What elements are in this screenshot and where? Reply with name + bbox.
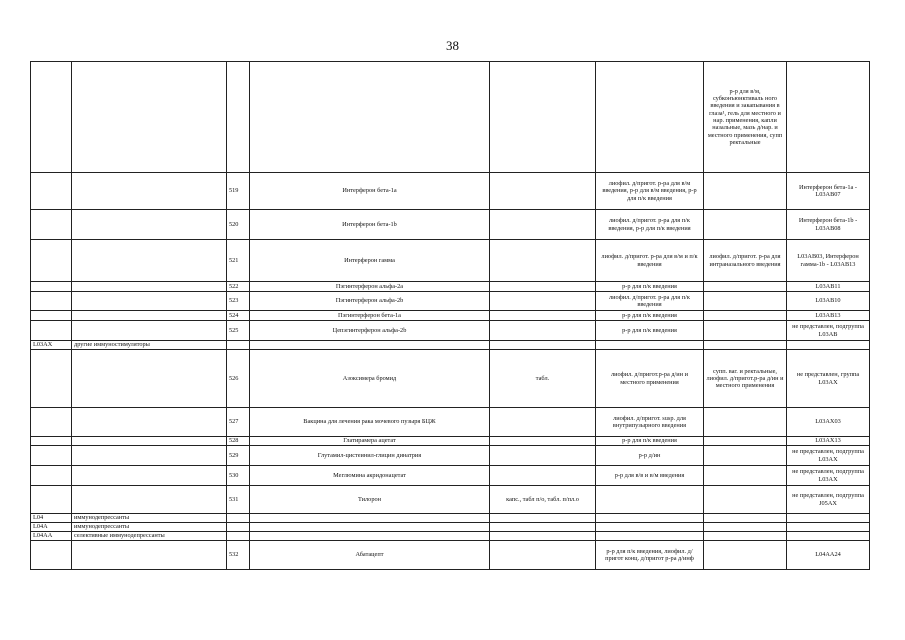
row-number-cell: 524: [227, 311, 250, 321]
table-row: [31, 437, 870, 446]
group-name-cell: иммунодепрессанты: [72, 514, 227, 523]
oral-form-cell: [490, 446, 596, 466]
oral-form-cell: [490, 292, 596, 311]
oral-form-cell: [490, 541, 596, 570]
oral-form-cell: табл.: [490, 350, 596, 408]
oral-form-cell: [490, 282, 596, 292]
group-name-cell: другие иммуностимуляторы: [72, 341, 227, 350]
atc-code-cell: L04: [31, 514, 72, 523]
row-number-cell: 531: [227, 486, 250, 514]
group-name-cell: [72, 486, 227, 514]
table-row: [31, 408, 870, 437]
other-forms-cell: [704, 408, 787, 437]
table-row: [31, 350, 870, 408]
group-name-cell: [72, 210, 227, 240]
dosage-forms-cell: р-р для в/в и в/м введения: [596, 466, 704, 486]
group-name-cell: [72, 466, 227, 486]
drug-name-cell: Тилорон: [250, 486, 490, 514]
atc-code-cell: [31, 240, 72, 282]
reference-cell: [787, 341, 870, 350]
atc-code-cell: [31, 466, 72, 486]
reference-cell: [787, 532, 870, 541]
atc-code-cell: [31, 321, 72, 341]
other-forms-cell: [704, 523, 787, 532]
reference-cell: [787, 514, 870, 523]
table-row: [31, 282, 870, 292]
group-name-cell: [72, 408, 227, 437]
oral-form-cell: [490, 437, 596, 446]
row-number-cell: [227, 341, 250, 350]
group-name-cell: [72, 541, 227, 570]
drug-name-cell: [250, 62, 490, 173]
dosage-forms-cell: [596, 62, 704, 173]
table-row: [31, 173, 870, 210]
oral-form-cell: [490, 321, 596, 341]
group-name-cell: [72, 173, 227, 210]
other-forms-cell: супп. ваг. и ректальные, лиофил. д/пригот.р-ра д/ин и местного применения: [704, 350, 787, 408]
row-number-cell: 528: [227, 437, 250, 446]
dosage-forms-cell: р-р для п/к введения, лиофил. д/пригот конц. д/пригот р-ра д/инф: [596, 541, 704, 570]
atc-code-cell: [31, 282, 72, 292]
table-row: [31, 532, 870, 541]
atc-code-cell: L03AX: [31, 341, 72, 350]
row-number-cell: 527: [227, 408, 250, 437]
row-number-cell: 532: [227, 541, 250, 570]
dosage-forms-cell: лиофил. д/пригот. р-ра для в/м введения, р-р для в/м введения, р-р для п/к введения: [596, 173, 704, 210]
reference-cell: [787, 523, 870, 532]
oral-form-cell: [490, 523, 596, 532]
drug-name-cell: Вакцина для лечения рака мочевого пузыря БЦЖ: [250, 408, 490, 437]
other-forms-cell: [704, 341, 787, 350]
dosage-forms-cell: [596, 532, 704, 541]
dosage-forms-cell: лиофил. д/пригот. р-ра для в/м и п/к введения: [596, 240, 704, 282]
oral-form-cell: [490, 311, 596, 321]
group-name-cell: [72, 311, 227, 321]
page-number: 38: [446, 38, 459, 53]
row-number-cell: [227, 62, 250, 173]
drug-name-cell: Интерферон гамма: [250, 240, 490, 282]
row-number-cell: 522: [227, 282, 250, 292]
dosage-forms-cell: лиофил. д/пригот.р-ра д/ин и местного применения: [596, 350, 704, 408]
table-row: [31, 514, 870, 523]
table-row: [31, 62, 870, 173]
oral-form-cell: [490, 240, 596, 282]
table-row: [31, 486, 870, 514]
reference-cell: [787, 62, 870, 173]
group-name-cell: селективные иммунодепрессанты: [72, 532, 227, 541]
other-forms-cell: [704, 466, 787, 486]
other-forms-cell: [704, 311, 787, 321]
other-forms-cell: лиофил. д/пригот. р-ра для интраназального введения: [704, 240, 787, 282]
drug-name-cell: Интерферон бета-1b: [250, 210, 490, 240]
oral-form-cell: [490, 466, 596, 486]
table-row: [31, 311, 870, 321]
reference-cell: не представлен, подгруппа L03AX: [787, 446, 870, 466]
atc-code-cell: L04AA: [31, 532, 72, 541]
atc-code-cell: [31, 173, 72, 210]
reference-cell: L03AB11: [787, 282, 870, 292]
reference-cell: не представлен, подгруппа J05AX: [787, 486, 870, 514]
group-name-cell: [72, 292, 227, 311]
atc-code-cell: [31, 350, 72, 408]
row-number-cell: 520: [227, 210, 250, 240]
atc-code-cell: [31, 408, 72, 437]
atc-code-cell: L04A: [31, 523, 72, 532]
group-name-cell: [72, 282, 227, 292]
dosage-forms-cell: [596, 486, 704, 514]
atc-code-cell: [31, 541, 72, 570]
dosage-forms-cell: лиофил. д/пригот. р-ра для п/к введения, р-р для п/к введения: [596, 210, 704, 240]
drug-name-cell: Глатирамера ацетат: [250, 437, 490, 446]
reference-cell: L04AA24: [787, 541, 870, 570]
oral-form-cell: [490, 341, 596, 350]
dosage-forms-cell: лиофил. д/пригот. susp. для внутрипузырного введения: [596, 408, 704, 437]
dosage-forms-cell: р-р для п/к введения: [596, 311, 704, 321]
dosage-forms-cell: [596, 514, 704, 523]
dosage-forms-cell: лиофил. д/пригот. р-ра для п/к введения: [596, 292, 704, 311]
other-forms-cell: [704, 210, 787, 240]
drug-name-cell: Интерферон бета-1а: [250, 173, 490, 210]
other-forms-cell: [704, 532, 787, 541]
other-forms-cell: [704, 173, 787, 210]
drug-name-cell: [250, 523, 490, 532]
reference-cell: L03AX13: [787, 437, 870, 446]
reference-cell: не представлен, группа L03AX: [787, 350, 870, 408]
atc-code-cell: [31, 292, 72, 311]
row-number-cell: 529: [227, 446, 250, 466]
table-row: [31, 523, 870, 532]
table-row: [31, 292, 870, 311]
atc-code-cell: [31, 311, 72, 321]
row-number-cell: [227, 532, 250, 541]
row-number-cell: 519: [227, 173, 250, 210]
oral-form-cell: [490, 532, 596, 541]
drug-table: [30, 61, 870, 570]
atc-code-cell: [31, 210, 72, 240]
drug-name-cell: [250, 514, 490, 523]
row-number-cell: 523: [227, 292, 250, 311]
drug-name-cell: Меглюмина акридонацетат: [250, 466, 490, 486]
other-forms-cell: [704, 282, 787, 292]
group-name-cell: иммунодепрессанты: [72, 523, 227, 532]
other-forms-cell: [704, 292, 787, 311]
reference-cell: Интерферон бета-1b - L03AB08: [787, 210, 870, 240]
row-number-cell: 521: [227, 240, 250, 282]
drug-name-cell: [250, 341, 490, 350]
dosage-forms-cell: р-р для п/к введения: [596, 437, 704, 446]
other-forms-cell: [704, 446, 787, 466]
oral-form-cell: [490, 62, 596, 173]
table-row: [31, 446, 870, 466]
drug-name-cell: Пэгинтерферон бета-1а: [250, 311, 490, 321]
group-name-cell: [72, 446, 227, 466]
drug-name-cell: Цепэгинтерферон альфа-2b: [250, 321, 490, 341]
group-name-cell: [72, 350, 227, 408]
table-row: [31, 541, 870, 570]
oral-form-cell: [490, 408, 596, 437]
row-number-cell: 526: [227, 350, 250, 408]
group-name-cell: [72, 62, 227, 173]
oral-form-cell: [490, 173, 596, 210]
table-row: [31, 341, 870, 350]
oral-form-cell: капс., табл п/о, табл. п/пл.о: [490, 486, 596, 514]
other-forms-cell: [704, 437, 787, 446]
reference-cell: не представлен, подгруппа L03AB: [787, 321, 870, 341]
group-name-cell: [72, 240, 227, 282]
reference-cell: L03AB03, Интерферон гамма-1b - L03AB13: [787, 240, 870, 282]
group-name-cell: [72, 437, 227, 446]
row-number-cell: [227, 514, 250, 523]
row-number-cell: [227, 523, 250, 532]
drug-name-cell: Пэгинтерферон альфа-2b: [250, 292, 490, 311]
table-row: [31, 466, 870, 486]
drug-name-cell: Глутамил-цистеинил-глицин динатрия: [250, 446, 490, 466]
dosage-forms-cell: р-р д/ин: [596, 446, 704, 466]
atc-code-cell: [31, 62, 72, 173]
dosage-forms-cell: [596, 341, 704, 350]
dosage-forms-cell: р-р для п/к введения: [596, 282, 704, 292]
oral-form-cell: [490, 210, 596, 240]
row-number-cell: 530: [227, 466, 250, 486]
table-row: [31, 210, 870, 240]
reference-cell: Интерферон бета-1а - L03AB07: [787, 173, 870, 210]
reference-cell: L03AB10: [787, 292, 870, 311]
other-forms-cell: [704, 514, 787, 523]
drug-name-cell: Азоксимера бромид: [250, 350, 490, 408]
atc-code-cell: [31, 486, 72, 514]
row-number-cell: 525: [227, 321, 250, 341]
oral-form-cell: [490, 514, 596, 523]
dosage-forms-cell: [596, 523, 704, 532]
drug-name-cell: Абатацепт: [250, 541, 490, 570]
reference-cell: L03AB13: [787, 311, 870, 321]
atc-code-cell: [31, 446, 72, 466]
drug-name-cell: [250, 532, 490, 541]
atc-code-cell: [31, 437, 72, 446]
drug-name-cell: Пэгинтерферон альфа-2а: [250, 282, 490, 292]
dosage-forms-cell: р-р для п/к введения: [596, 321, 704, 341]
group-name-cell: [72, 321, 227, 341]
table-row: [31, 240, 870, 282]
table-row: [31, 321, 870, 341]
other-forms-cell: [704, 486, 787, 514]
other-forms-cell: [704, 321, 787, 341]
reference-cell: L03AX03: [787, 408, 870, 437]
other-forms-cell: [704, 541, 787, 570]
reference-cell: не представлен, подгруппа L03AX: [787, 466, 870, 486]
other-forms-cell: р-р для в/м, субконъюнктиваль ного введения и закапывания в глаза¹, гель для местного и нар. применения, капли назальные, мазь д/нар. и местного применения, супп ректальные: [704, 62, 787, 173]
